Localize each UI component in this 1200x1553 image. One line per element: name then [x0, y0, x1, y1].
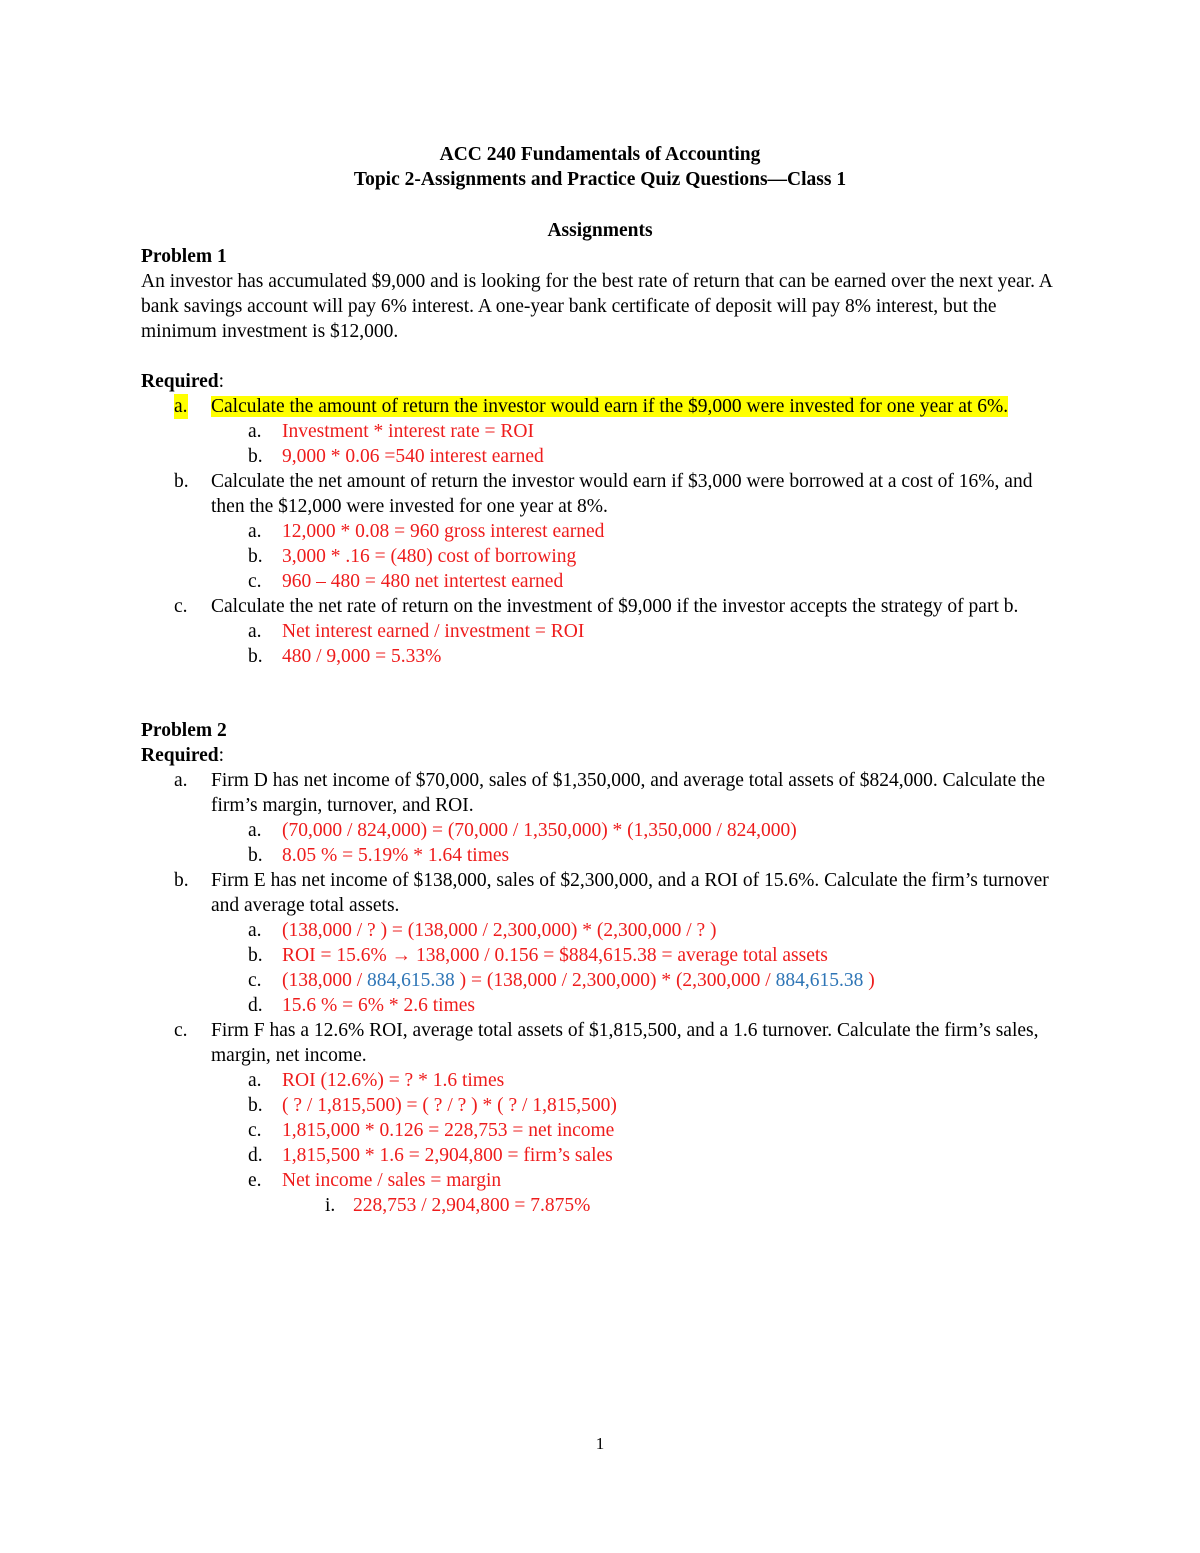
section-heading: Assignments	[547, 220, 653, 241]
answer-line: c. 1,815,000 * 0.126 = 228,753 = net income	[248, 1120, 615, 1141]
answer-line: a. Net interest earned / investment = ROI	[248, 621, 585, 642]
document-body	[141, 244, 1061, 1218]
answer-subline: i. 228,753 / 2,904,800 = 7.875%	[325, 1195, 591, 1216]
answer-line: b. 8.05 % = 5.19% * 1.64 times	[248, 845, 510, 866]
answer-line: a. Investment * interest rate = ROI	[248, 421, 534, 442]
answer-line: d. 15.6 % = 6% * 2.6 times	[248, 995, 475, 1016]
list-item: a. Firm D has net income of $70,000, sales of $1,350,000, and average total assets of $824,000. Calculate the firm’s margin, turnover, and ROI.	[174, 770, 1045, 816]
list-item: c. Firm F has a 12.6% ROI, average total assets of $1,815,500, and a 1.6 turnover. Calculate the firm’s sales, margin, net income.	[174, 1020, 1039, 1066]
highlighted-question: Calculate the amount of return the investor would earn if the $9,000 were invested for one year at 6%.	[211, 396, 1009, 417]
required-label: Required:	[141, 745, 225, 766]
list-item: b. Firm E has net income of $138,000, sales of $2,300,000, and a ROI of 15.6%. Calculate the firm’s turnover and average total assets.	[174, 870, 1049, 916]
answer-line: b. 480 / 9,000 = 5.33%	[248, 646, 442, 667]
required-label: Required:	[141, 371, 225, 392]
course-title: ACC 240 Fundamentals of Accounting	[439, 144, 761, 165]
topic-title: Topic 2-Assignments and Practice Quiz Questions—Class 1	[353, 169, 847, 190]
answer-line: a. (70,000 / 824,000) = (70,000 / 1,350,000) * (1,350,000 / 824,000)	[248, 820, 797, 841]
right-arrow-icon: →	[391, 945, 412, 966]
answer-line: e. Net income / sales = margin	[248, 1170, 502, 1191]
answer-line: b. 9,000 * 0.06 =540 interest earned	[248, 446, 544, 467]
answer-line: a. ROI (12.6%) = ? * 1.6 times	[248, 1070, 505, 1091]
list-item: c. Calculate the net rate of return on the investment of $9,000 if the investor accepts the strategy of part b.	[174, 596, 1019, 617]
answer-line: b. ROI = 15.6% → 138,000 / 0.156 = $884,615.38 = average total assets	[248, 945, 828, 966]
answer-line: c. 960 – 480 = 480 net intertest earned	[248, 571, 564, 592]
problem-1-heading: Problem 1	[141, 246, 227, 267]
problem-2-heading: Problem 2	[141, 720, 227, 741]
list-item: a. Calculate the amount of return the investor would earn if the $9,000 were invested for one year at 6%.	[174, 396, 1009, 417]
page-number: 1	[595, 1434, 605, 1453]
answer-line: b. 3,000 * .16 = (480) cost of borrowing	[248, 546, 577, 567]
list-item: b. Calculate the net amount of return the investor would earn if $3,000 were borrowed at a cost of 16%, and then the $12,000 were invested for one year at 8%.	[174, 471, 1033, 517]
answer-line: d. 1,815,500 * 1.6 = 2,904,800 = firm’s sales	[248, 1145, 613, 1166]
answer-line: a. 12,000 * 0.08 = 960 gross interest earned	[248, 521, 605, 542]
answer-line: c. (138,000 / 884,615.38 ) = (138,000 / 2,300,000) * (2,300,000 / 884,615.38 )	[248, 970, 875, 991]
problem-1-text: An investor has accumulated $9,000 and is looking for the best rate of return that can be earned over the next year. A bank savings account will pay 6% interest. A one-year bank certificate of deposit will pay 8% interest, but the minimum investment is $12,000.	[141, 271, 1052, 342]
answer-line: a. (138,000 / ? ) = (138,000 / 2,300,000) * (2,300,000 / ? )	[248, 920, 717, 941]
answer-line: b. ( ? / 1,815,500) = ( ? / ? ) * ( ? / 1,815,500)	[248, 1095, 617, 1116]
